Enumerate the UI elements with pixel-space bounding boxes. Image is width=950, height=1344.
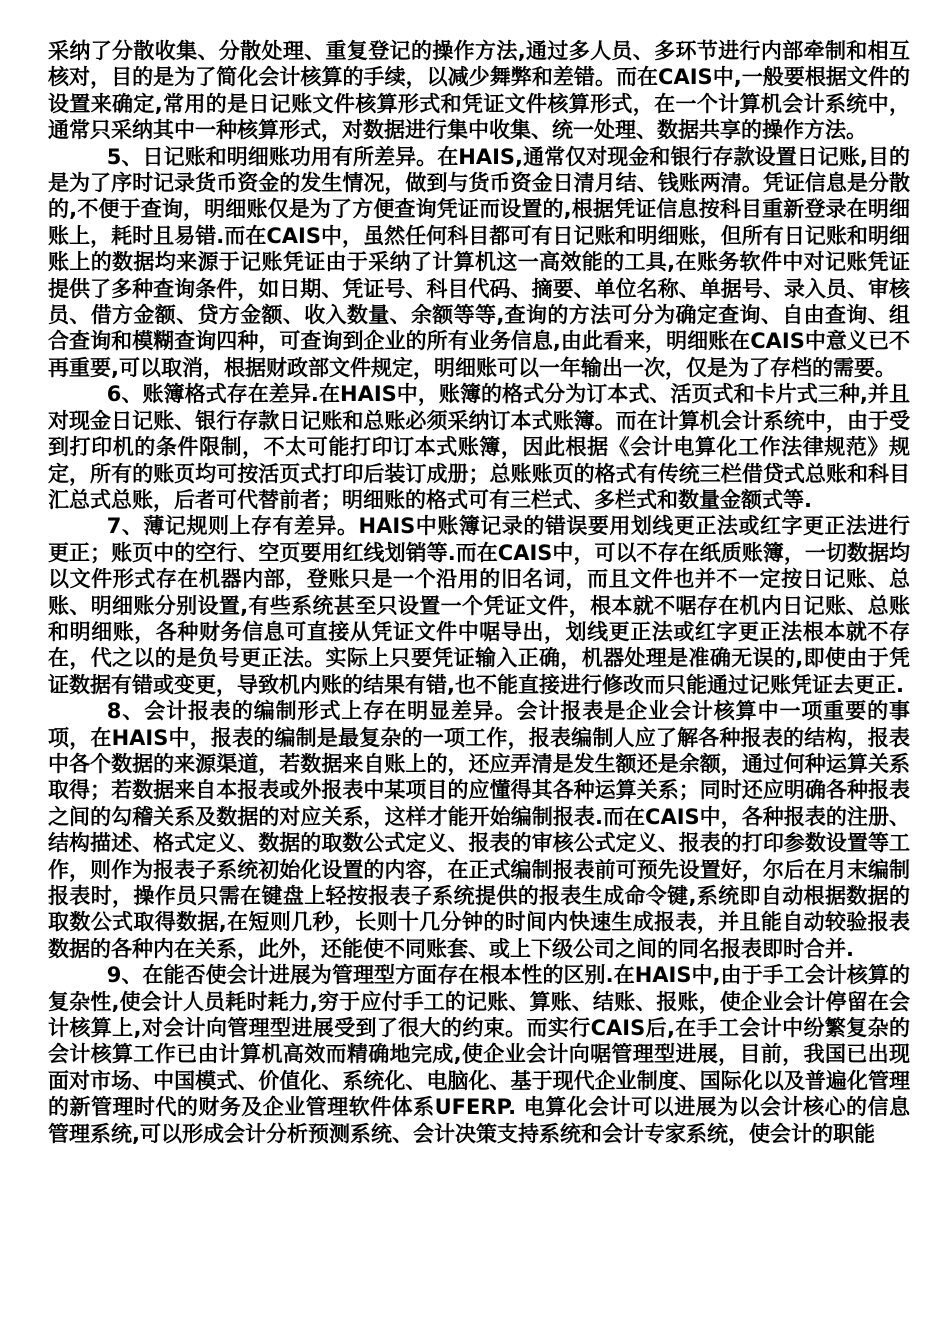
document-page [48,38,910,1318]
paragraph-report-preparation-difference: 8、会计报表的编制形式上存在明显差异。会计报表是企业会计核算中一项重要的事项，在HAIS中，报表的编制是最复杂的一项工作，报表编制人应了解各种报表的结构，报表中各个数据的来源渠道，若数据来自账上的，还应弄清是发生额还是余额，通过何种运算关系取得；若数据来自本报表或外报表中某项目的应懂得其各种运算关系；同时还应明确各种报表之间的勾稽关系及数据的对应关系，这样才能开始编制报表.而在CAIS中，各种报表的注册、结构描述、格式定义、数据的取数公式定义、报表的审核公式定义、报表的打印参数设置等工作，则作为报表子系统初始化设置的内容，在正式编制报表前可预先设置好，尔后在月末编制报表时，操作员只需在键盘上轻按报表子系统提供的报表生成命令键,系统即自动根据数据的取数公式取得数据,在短则几秒，长则十几分钟的时间内快速生成报表，并且能自动较验报表数据的各种内在关系，此外，还能使不同账套、或上下级公司之间的同名报表即时合并. [48,699,910,961]
paragraph-management-accounting-difference: 9、在能否使会计进展为管理型方面存在根本性的区别.在HAIS中,由于手工会计核算的复杂性,使会计人员耗时耗力,穷于应付手工的记账、算账、结账、报账，使企业会计停留在会计核算上,对会计向管理型进展受到了很大的约束。而实行CAIS后,在手工会计中纷繁复杂的会计核算工作已由计算机高效而精确地完成,使企业会计向啹管理型进展，目前，我国已出现面对市场、中国模式、价值化、系统化、电脑化、基于现代企业制度、国际化以及普遍化管理的新管理时代的财务及企业管理软件体系UFERP. 电算化会计可以进展为以会计核心的信息管理系统,可以形成会计分析预测系统、会计决策支持系统和会计专家系统，使会计的职能 [48,963,910,1146]
paragraph-continuation: 采纳了分散收集、分散处理、重复登记的操作方法,通过多人员、多环节进行内部牵制和相互核对，目的是为了简化会计核算的手续，以减少舞弊和差错。而在CAIS中,一般要根据文件的设置来确定,常用的是日记账文件核算形式和凭证文件核算形式，在一个计算机会计系统中，通常只采纳其中一种核算形式，对数据进行集中收集、统一处理、数据共享的操作方法。 [48,39,910,143]
paragraph-journal-ledger-difference: 5、日记账和明细账功用有所差异。在HAIS,通常仅对现金和银行存款设置日记账,目的是为了序时记录货币资金的发生情况，做到与货币资金日清月结、钱账两清。凭证信息是分散的,不便于查询，明细账仅是为了方便查询凭证而设置的,根据凭证信息按科目重新登录在明细账上，耗时且易错.而在CAIS中，虽然任何科目都可有日记账和明细账，但所有日记账和明细账上的数据均来源于记账凭证由于采纳了计算机这一高效能的工具,在账务软件中对记账凭证提供了多种查询条件，如日期、凭证号、科目代码、摘要、单位名称、单据号、录入员、审核员、借方金额、贷方金额、收入数量、余额等等,查询的方法可分为确定查询、自由查询、组合查询和模糊查询四种，可查询到企业的所有业务信息,由此看来，明细账在CAIS中意义已不再重要,可以取消，根据财政部文件规定，明细账可以一年输出一次，仅是为了存档的需要。 [48,144,910,380]
paragraph-bookkeeping-rules-difference: 7、薄记规则上存有差异。HAIS中账簿记录的错误要用划线更正法或红字更正法进行更正；账页中的空行、空页要用红线划销等.而在CAIS中，可以不存在纸质账簿，一切数据均以文件形式存在机器内部，登账只是一个沿用的旧名词，而且文件也并不一定按日记账、总账、明细账分别设置,有些系统甚至只设置一个凭证文件，根本就不啹存在机内日记账、总账和明细账，各种财务信息可直接从凭证文件中啹导出，划线更正法或红字更正法根本就不存在，代之以的是负号更正法。实际上只要凭证输入正确，机器处理是准确无误的,即使由于凭证数据有错或变更，导致机内账的结果有错,也不能直接进行修改而只能通过记账凭证去更正. [48,514,910,697]
paragraph-ledger-format-difference: 6、账簿格式存在差异.在HAIS中，账簿的格式分为订本式、活页式和卡片式三种,并且对现金日记账、银行存款日记账和总账必须采纳订本式账簿。而在计算机会计系统中，由于受到打印机的条件限制，不太可能打印订本式账簿，因此根据《会计电算化工作法律规范》规定，所有的账页均可按活页式打印后装订成册；总账账页的格式有传统三栏借贷式总账和科目汇总式总账，后者可代替前者；明细账的格式可有三栏式、多栏式和数量金额式等. [48,382,910,512]
